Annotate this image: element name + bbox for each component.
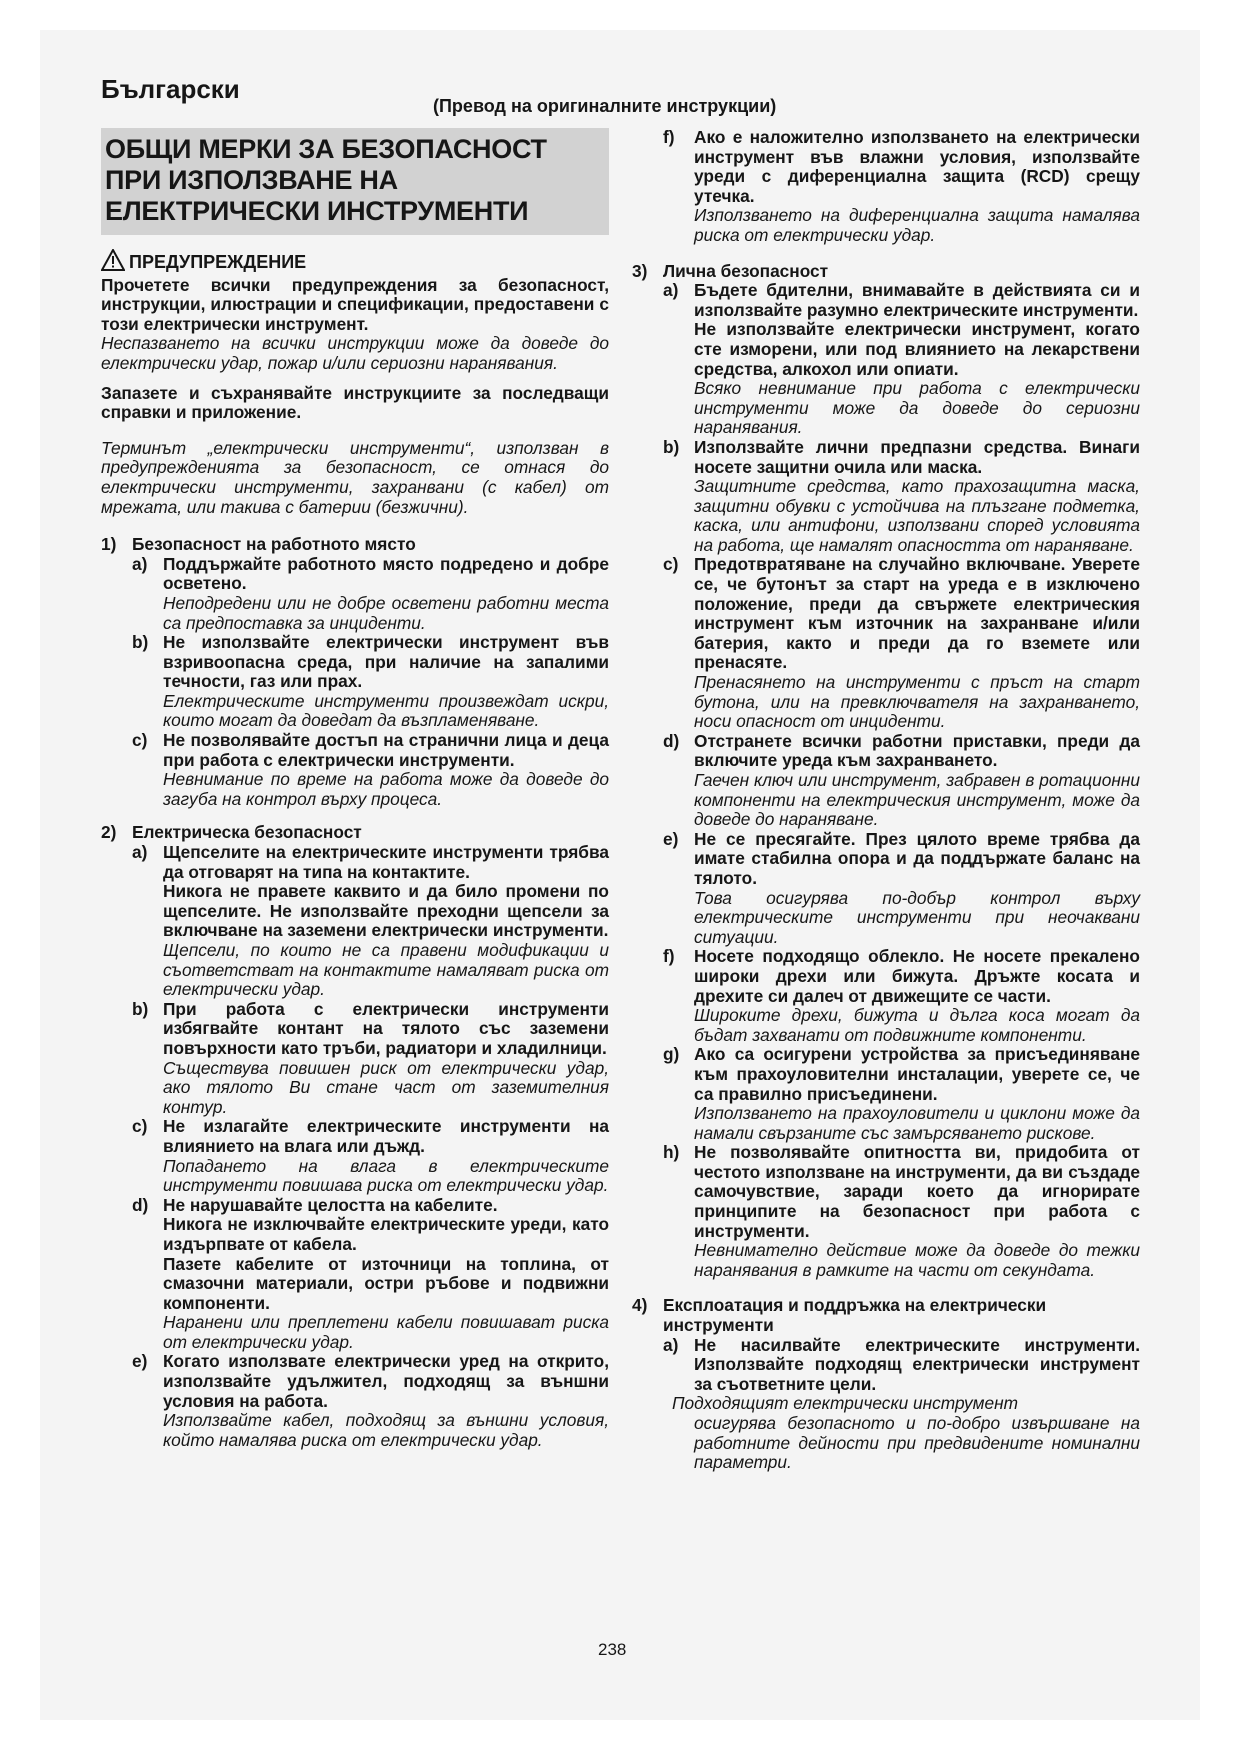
section-1-heading: 1) Безопасност на работното място <box>101 534 416 555</box>
term-definition: Терминът „електрически инструменти“, използван в предупрежденията за безопасност, се отнася до електрически инструменти, захранвани (с кабел) от мрежата, или такива с батерии (безжични). <box>101 437 609 517</box>
list-item: a) Поддържайте работното място подредено и добре осветено. Неподредени или не добре осветени работни места са предпоставка за инциденти. <box>132 553 609 633</box>
list-item: c) Не излагайте електрическите инструменти на влиянието на влага или дъжд. Попадането на влага в електрическите инструменти повишава риска от електрически удар. <box>132 1116 609 1196</box>
section-3-heading: 3) Лична безопасност <box>632 260 829 281</box>
section-4-heading: 4) Експлоатация и поддръжка на електрически инструменти <box>632 1295 1047 1336</box>
save-instructions: Запазете и съхранявайте инструкциите за последващи справки и приложение. <box>101 382 609 423</box>
list-item: d) Не нарушавайте целостта на кабелите. Никога не изключвайте електрическите уреди, като издърпвате от кабела. Пазете кабелите от източници на топлина, от смазочни материали, остри ръбове и подвижни компоненти. Наранени или преплетени кабели повишават риска от електрически удар. <box>132 1194 609 1352</box>
list-item: b) Използвайте лични предпазни средства. Винаги носете защитни очила или маска. Защитните средства, като прахозащитна маска, защитни обувки с устойчива на плъзгане подметка, каска, или антифони, използвани според условията на работа, ще намалят опасността от нараняване. <box>663 436 1140 555</box>
list-item: a) Бъдете бдителни, внимавайте в действията си и използвайте разумно електрическите инструменти. Не използвайте електрически инструмент, когато сте изморени, или под влиянието на лекарствени средства, алкохол или опиати. Всяко невнимание при работа с електрически инструменти може да доведе до сериозни наранявания. <box>663 280 1140 438</box>
section-2-heading: 2) Електрическа безопасност <box>101 822 362 843</box>
warning-consequence: Неспазването на всички инструкции може да доведе до електрически удар, пожар и/или сериозни наранявания. <box>101 333 609 373</box>
list-item: b) Не използвайте електрически инструмент във взривоопасна среда, при наличие на запалими течности, газ или прах. Електрическите инструменти произвеждат искри, които могат да доведат да възпламеняване. <box>132 632 609 731</box>
page-title: ОБЩИ МЕРКИ ЗА БЕЗОПАСНОСТ ПРИ ИЗПОЛЗВАНЕ НА ЕЛЕКТРИЧЕСКИ ИНСТРУМЕНТИ <box>101 128 609 235</box>
list-item: b) При работа с електрически инструменти избягвайте контант на тялото със заземени повърхности като тръби, радиатори и хладилници. Съществува повишен риск от електрически удар, ако тялото Ви стане част от заземителния контур. <box>132 998 609 1117</box>
list-item: a) Не насилвайте електрическите инструменти. Използвайте подходящ електрически инструмент за съответните цели. <box>663 1334 1140 1394</box>
warning-triangle-icon <box>101 249 125 276</box>
list-item: c) Не позволявайте достъп на странични лица и деца при работа с електрически инструменти. Невнимание по време на работа може да доведе до загуба на контрол върху процеса. <box>132 730 609 809</box>
list-item: d) Отстранете всички работни приставки, преди да включите уреда към захранването. Гаечен ключ или инструмент, забравен в ротационни компоненти на електрическия инструмент, може да доведе до нараняване. <box>663 730 1140 830</box>
warning-label: ПРЕДУПРЕЖДЕНИЕ <box>129 251 307 272</box>
list-item: f) Носете подходящо облекло. Не носете прекалено широки дрехи или бижута. Дръжте косата и дрехите си далеч от движещите се части. Широките дрехи, бижута и дълга коса могат да бъдат захванати от подвижните компоненти. <box>663 946 1140 1045</box>
warning-heading <box>101 249 609 276</box>
right-column <box>632 128 1140 1473</box>
warning-text: Прочетете всички предупреждения за безопасност, инструкции, илюстрации и спецификации, предоставени с този електрически инструмент. <box>101 274 609 334</box>
section-4a-note-start: Подходящият електрически инструмент <box>672 1393 1019 1414</box>
list-item: g) Ако са осигурени устройства за присъединяване към прахоуловителни инсталации, уверете се, че са правилно присъединени. Използването на прахоуловители и циклони може да намали свързаните със замърсяването рискове. <box>663 1044 1140 1143</box>
list-item: f) Ако е наложително използването на електрически инструмент във влажни условия, използвайте уреди с диференциална защита (RCD) срещу утечка. Използването на диференциална защита намалява риска от електрически удар. <box>663 127 1140 245</box>
page-number: 238 <box>598 1640 627 1659</box>
language-heading: Български <box>101 74 240 104</box>
list-item: e) Когато използвате електрически уред на открито, използвайте удължител, подходящ за външни условия на работа. Използвайте кабел, подходящ за външни условия, който намалява риска от електрически удар. <box>132 1351 609 1450</box>
translation-subtitle: (Превод на оригиналните инструкции) <box>433 96 777 116</box>
list-item: h) Не позволявайте опитността ви, придобита от честото използване на инструменти, да ви създаде самочувствие, заради което да игнорирате принципите на безопасност при работа с инструменти. Невнимателно действие може да доведе до тежки наранявания в рамките на части от секундата. <box>663 1142 1140 1280</box>
list-item: a) Щепселите на електрическите инструменти трябва да отговарят на типа на контактите. Никога не правете каквито и да било промени по щепселите. Не използвайте преходни щепсели за включване на заземени електрически инструменти. Щепсели, по които не са правени модификации и съответстват на контактите намаляват риска от електрически удар. <box>132 842 609 1000</box>
section-4a-note: осигурява безопасното и по-добро извършване на работните дейности при предвидените номинални параметри. <box>694 1413 1140 1473</box>
list-item: e) Не се пресягайте. През цялото време трябва да имате стабилна опора и да поддържате баланс на тялото. Това осигурява по-добър контрол върху електрическите инструменти при неочаквани ситуации. <box>663 828 1140 947</box>
left-column <box>101 128 609 1450</box>
list-item: c) Предотвратяване на случайно включване. Уверете се, че бутонът за старт на уреда е в изключено положение, преди да свържете електрическия инструмент към източник на захранване и/или батерия, както и преди да го вземете или пренасяте. Пренасянето на инструменти с пръст на старт бутона, или на превключвателя на захранването, носи опасност от инциденти. <box>663 554 1140 732</box>
